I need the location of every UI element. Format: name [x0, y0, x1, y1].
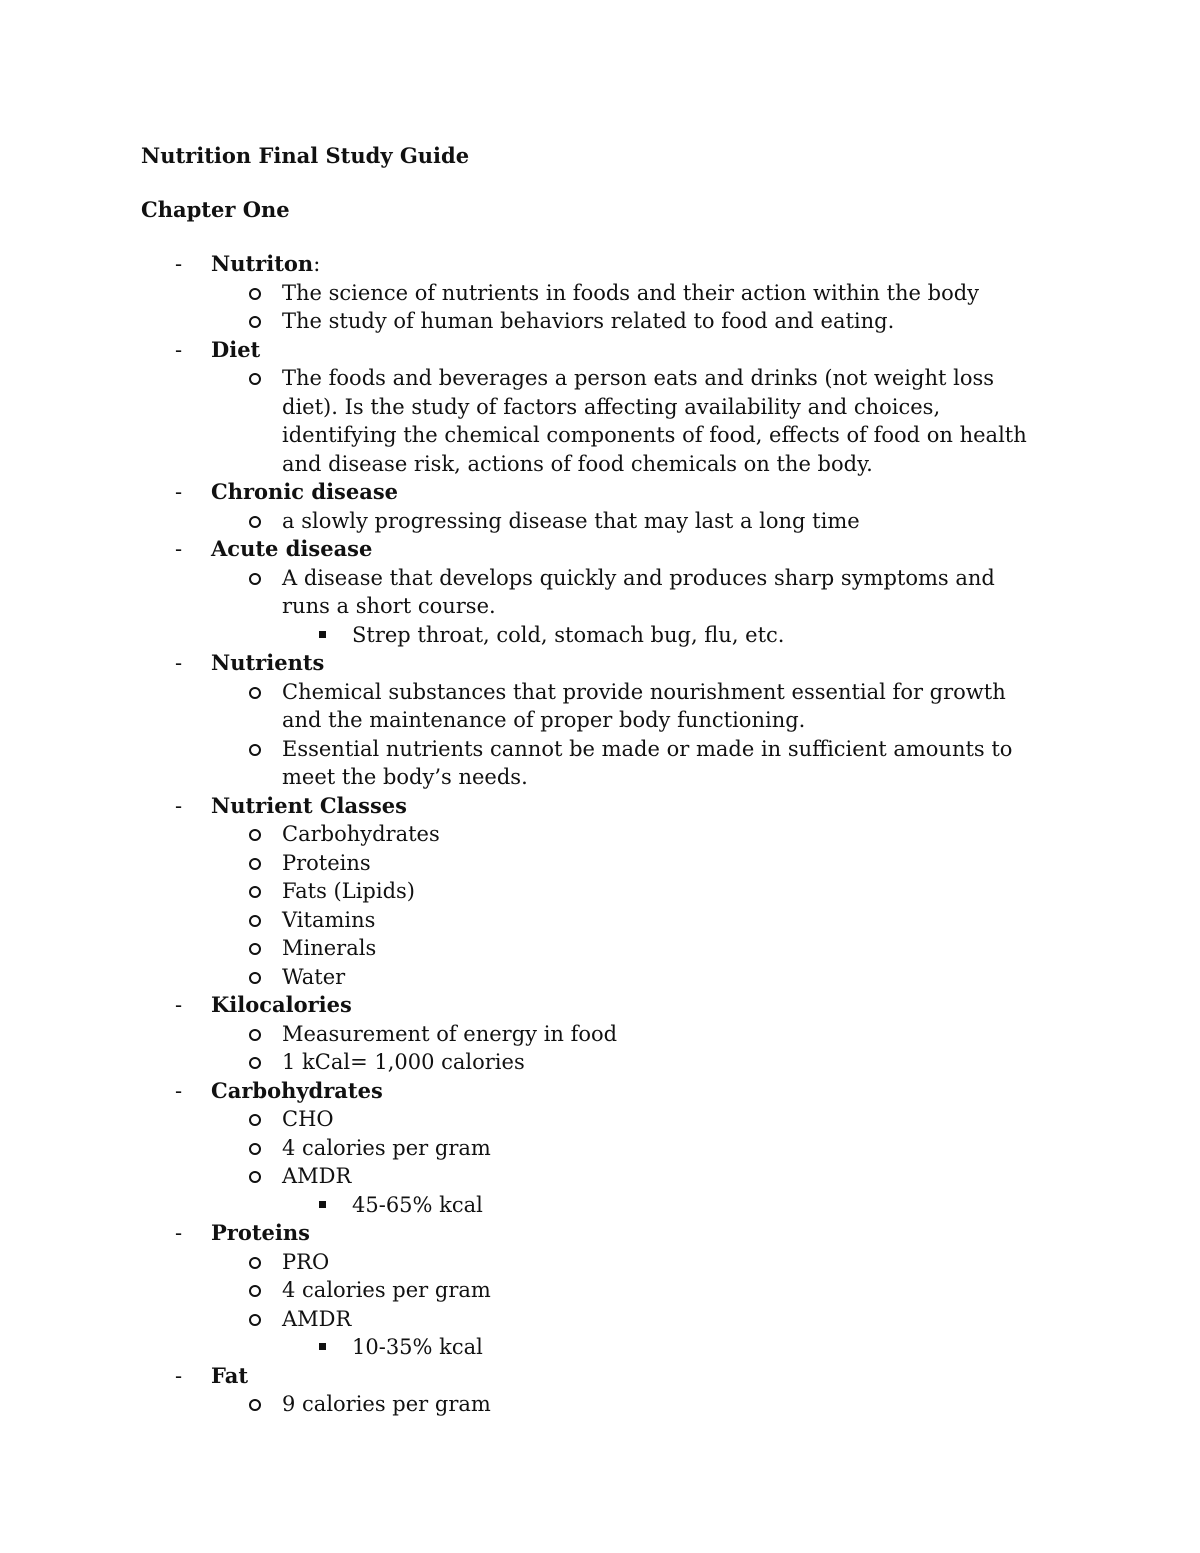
- point-text: The foods and beverages a person eats and drinks (not weight loss diet). Is the study of factors affecting availability and choices, identifying the chemical components of food, effects of food on health and disease risk, actions of food chemicals on the body.: [282, 366, 1027, 476]
- dash-bullet: -: [175, 537, 183, 561]
- point-item: [0, 1134, 1200, 1163]
- point-text: Minerals: [282, 936, 377, 960]
- point-item: [0, 1162, 1200, 1191]
- square-bullet-icon: [319, 631, 326, 638]
- point-text: Carbohydrates: [282, 822, 440, 846]
- hollow-circle-bullet-icon: [249, 744, 261, 756]
- point-item: [0, 1048, 1200, 1077]
- subpoint-text: Strep throat, cold, stomach bug, flu, etc.: [352, 622, 785, 647]
- term-text: Acute disease: [211, 536, 373, 561]
- point-item: [0, 279, 1200, 308]
- term-label: [211, 1219, 310, 1248]
- term-row: [0, 991, 1200, 1020]
- point-item: [0, 735, 1200, 792]
- point-text: The science of nutrients in foods and their action within the body: [282, 280, 980, 305]
- term-row: [0, 649, 1200, 678]
- term-text: Nutriton: [211, 251, 314, 276]
- term-label: [211, 535, 372, 564]
- term-text: Diet: [211, 336, 261, 362]
- term-outline: [0, 250, 1200, 1419]
- point-text: Proteins: [282, 850, 371, 875]
- dash-bullet: -: [175, 1078, 183, 1103]
- term-label: [211, 792, 407, 821]
- subpoint-item: [0, 1191, 1200, 1220]
- hollow-circle-bullet-icon: [249, 858, 261, 870]
- hollow-circle-bullet-icon: [249, 1143, 261, 1155]
- point-text: CHO: [282, 1107, 334, 1131]
- point-text: AMDR: [282, 1306, 352, 1331]
- point-text: PRO: [282, 1249, 330, 1274]
- term-colon: :: [313, 252, 321, 276]
- point-item: [0, 1105, 1200, 1134]
- hollow-circle-bullet-icon: [249, 516, 261, 528]
- subpoint-text: 45-65% kcal: [352, 1192, 483, 1217]
- term-label: [211, 1077, 383, 1106]
- term-label: [211, 1362, 248, 1391]
- hollow-circle-bullet-icon: [249, 1399, 261, 1411]
- point-text: The study of human behaviors related to food and eating.: [282, 309, 895, 333]
- term-text: Proteins: [211, 1220, 310, 1245]
- dash-bullet: -: [175, 993, 183, 1017]
- hollow-circle-bullet-icon: [249, 573, 261, 585]
- point-text: A disease that develops quickly and produces sharp symptoms and runs a short course.: [282, 565, 995, 618]
- hollow-circle-bullet-icon: [249, 829, 261, 841]
- term-row: [0, 1362, 1200, 1391]
- term-row: [0, 1219, 1200, 1248]
- point-item: [0, 849, 1200, 878]
- dash-bullet: -: [175, 337, 183, 362]
- subpoint-item: [0, 1333, 1200, 1362]
- point-item: [0, 820, 1200, 849]
- point-text: a slowly progressing disease that may last a long time: [282, 508, 860, 533]
- point-item: [0, 877, 1200, 906]
- dash-bullet: -: [175, 793, 183, 818]
- dash-bullet: -: [175, 1363, 183, 1388]
- term-text: Chronic disease: [211, 479, 399, 504]
- term-row: [0, 1077, 1200, 1106]
- subpoint-text: 10-35% kcal: [352, 1335, 483, 1359]
- point-text: 1 kCal= 1,000 calories: [282, 1050, 525, 1074]
- chapter-heading: Chapter One: [141, 197, 290, 222]
- point-text: Chemical substances that provide nourishment essential for growth and the maintenance of proper body functioning.: [282, 679, 1006, 732]
- term-text: Carbohydrates: [211, 1077, 383, 1103]
- dash-bullet: -: [175, 1221, 183, 1245]
- point-item: [0, 307, 1200, 336]
- point-text: 9 calories per gram: [282, 1392, 491, 1416]
- point-item: [0, 1020, 1200, 1049]
- point-text: Vitamins: [282, 907, 376, 932]
- hollow-circle-bullet-icon: [249, 915, 261, 927]
- point-item: [0, 1305, 1200, 1334]
- hollow-circle-bullet-icon: [249, 1057, 261, 1069]
- point-item: [0, 1390, 1200, 1419]
- point-item: [0, 1276, 1200, 1305]
- hollow-circle-bullet-icon: [249, 1029, 261, 1041]
- term-label: [211, 649, 324, 678]
- point-text: AMDR: [282, 1164, 352, 1188]
- term-text: Fat: [211, 1362, 249, 1388]
- dash-bullet: -: [175, 252, 183, 276]
- hollow-circle-bullet-icon: [249, 943, 261, 955]
- point-text: 4 calories per gram: [282, 1135, 491, 1160]
- point-item: [0, 1248, 1200, 1277]
- hollow-circle-bullet-icon: [249, 1314, 261, 1326]
- hollow-circle-bullet-icon: [249, 373, 261, 385]
- document-title: Nutrition Final Study Guide: [141, 143, 470, 168]
- term-label: [211, 991, 352, 1020]
- point-text: Measurement of energy in food: [282, 1021, 618, 1046]
- dash-bullet: -: [175, 651, 183, 675]
- point-text: Fats (Lipids): [282, 879, 415, 903]
- term-row: [0, 250, 1200, 279]
- hollow-circle-bullet-icon: [249, 972, 261, 984]
- term-row: [0, 535, 1200, 564]
- term-text: Kilocalories: [211, 992, 352, 1017]
- term-row: [0, 478, 1200, 507]
- point-item: [0, 364, 1200, 478]
- point-item: [0, 906, 1200, 935]
- hollow-circle-bullet-icon: [249, 1285, 261, 1297]
- term-text: Nutrient Classes: [211, 792, 407, 818]
- point-text: Essential nutrients cannot be made or made in sufficient amounts to meet the body’s needs.: [282, 736, 1013, 789]
- dash-bullet: -: [175, 480, 183, 504]
- point-item: [0, 507, 1200, 536]
- hollow-circle-bullet-icon: [249, 316, 261, 328]
- term-label: [211, 250, 320, 279]
- subpoint-item: [0, 621, 1200, 650]
- hollow-circle-bullet-icon: [249, 288, 261, 300]
- hollow-circle-bullet-icon: [249, 687, 261, 699]
- term-label: [211, 336, 260, 365]
- point-item: [0, 934, 1200, 963]
- term-label: [211, 478, 398, 507]
- term-row: [0, 336, 1200, 365]
- term-text: Nutrients: [211, 650, 325, 675]
- hollow-circle-bullet-icon: [249, 1257, 261, 1269]
- point-item: [0, 564, 1200, 621]
- hollow-circle-bullet-icon: [249, 886, 261, 898]
- point-item: [0, 963, 1200, 992]
- hollow-circle-bullet-icon: [249, 1171, 261, 1183]
- hollow-circle-bullet-icon: [249, 1114, 261, 1126]
- point-item: [0, 678, 1200, 735]
- point-text: Water: [282, 964, 346, 989]
- point-text: 4 calories per gram: [282, 1278, 491, 1302]
- square-bullet-icon: [319, 1343, 326, 1350]
- square-bullet-icon: [319, 1201, 326, 1208]
- term-row: [0, 792, 1200, 821]
